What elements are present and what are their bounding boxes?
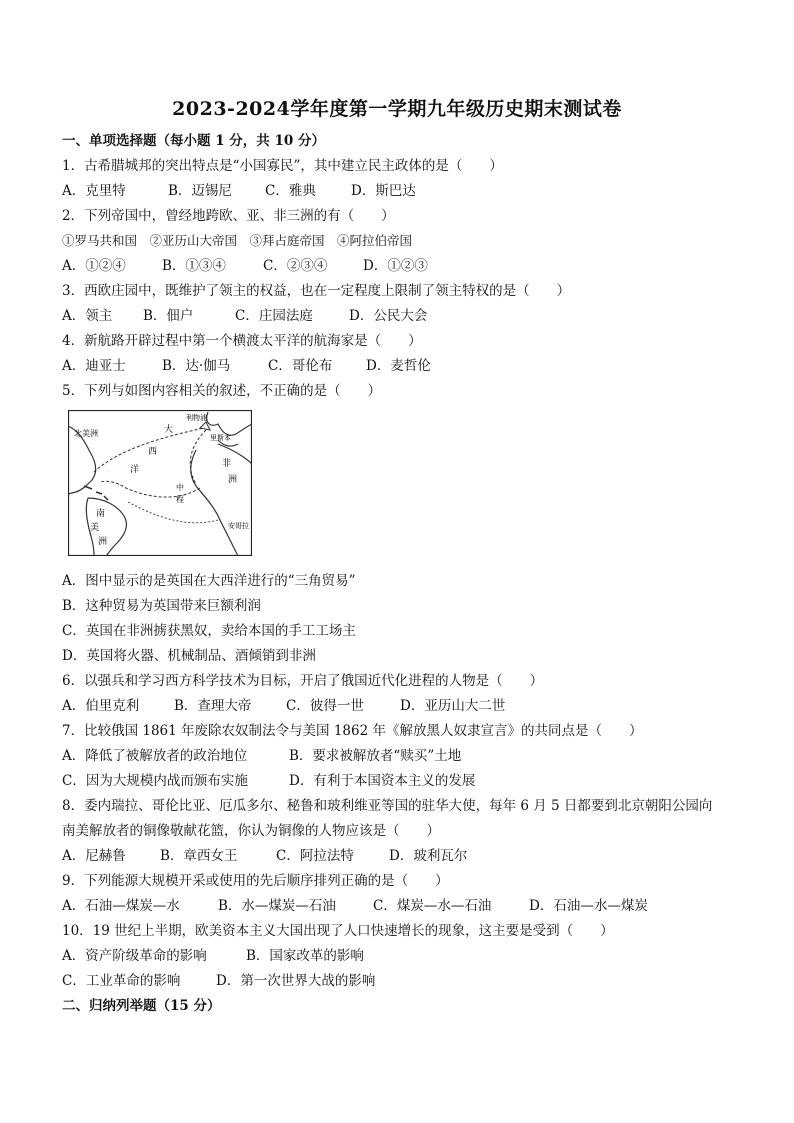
option-a[interactable]: A．迪亚士 <box>62 358 126 374</box>
question-3-options <box>62 307 427 325</box>
option-d[interactable]: D．第一次世界大战的影响 <box>216 973 376 989</box>
option-d[interactable]: D．石油—水—煤炭 <box>529 898 648 914</box>
question-5-option-b[interactable]: B．这种贸易为英国带来巨额利润 <box>62 598 261 614</box>
option-b[interactable]: B．①③④ <box>162 258 226 274</box>
question-4-options <box>62 357 431 375</box>
label-cheng: 程 <box>176 495 184 504</box>
option-d[interactable]: D．公民大会 <box>349 308 428 324</box>
label-angola: 安哥拉 <box>228 522 249 530</box>
option-b[interactable]: B．国家改革的影响 <box>246 948 364 964</box>
option-b[interactable]: B．查理大帝 <box>174 698 252 714</box>
question-7-options-ab <box>62 747 461 765</box>
option-c[interactable]: C．庄园法庭 <box>235 308 313 324</box>
label-yang: 洋 <box>130 465 140 475</box>
option-b[interactable]: B．水—煤炭—石油 <box>218 898 336 914</box>
option-c[interactable]: C．雅典 <box>265 183 316 199</box>
question-8-stem-line2: 南美解放者的铜像敬献花篮，你认为铜像的人物应该是（ ） <box>62 823 440 839</box>
option-c[interactable]: C．因为大规模内战而颁布实施 <box>62 773 248 789</box>
option-a[interactable]: A．克里特 <box>62 183 126 199</box>
label-xi: 西 <box>148 447 158 457</box>
question-10-options-ab <box>62 947 364 965</box>
question-4-stem: 4．新航路开辟过程中第一个横渡太平洋的航海家是（ ） <box>62 333 422 349</box>
question-3-stem: 3．西欧庄园中，既维护了领主的权益，也在一定程度上限制了领主特权的是（ ） <box>62 283 571 299</box>
question-8-options <box>62 847 467 865</box>
question-5-option-a[interactable]: A．图中显示的是英国在大西洋进行的“三角贸易” <box>62 573 356 589</box>
question-2-options <box>62 257 428 275</box>
option-c[interactable]: C．彼得一世 <box>286 698 364 714</box>
option-c[interactable]: C．煤炭—水—石油 <box>373 898 492 914</box>
question-7-options-cd <box>62 772 475 790</box>
option-c[interactable]: C．哥伦布 <box>268 358 333 374</box>
label-fei: 非 <box>222 459 232 469</box>
question-6-stem: 6．以强兵和学习西方科学技术为目标，开启了俄国近代化进程的人物是（ ） <box>62 673 544 689</box>
option-c[interactable]: C．工业革命的影响 <box>62 973 181 989</box>
option-a[interactable]: A．伯里克利 <box>62 698 140 714</box>
question-6-options <box>62 697 505 715</box>
option-d[interactable]: D．①②③ <box>363 258 428 274</box>
label-liverpool: 利物浦 <box>186 414 207 422</box>
question-1-stem: 1．古希腊城邦的突出特点是“小国寡民”，其中建立民主政体的是（ ） <box>62 158 503 174</box>
label-lisbon: 里斯本 <box>210 434 231 442</box>
option-b[interactable]: B．要求被解放者“赎买”土地 <box>289 748 462 764</box>
option-b[interactable]: B．佃户 <box>143 308 194 324</box>
option-c[interactable]: C．阿拉法特 <box>276 848 354 864</box>
label-zhong: 中 <box>176 483 184 492</box>
question-2-items: ①罗马共和国 ②亚历山大帝国 ③拜占庭帝国 ④阿拉伯帝国 <box>62 233 413 248</box>
option-d[interactable]: D．有利于本国资本主义的发展 <box>289 773 476 789</box>
option-d[interactable]: D．玻利瓦尔 <box>389 848 468 864</box>
question-9-options <box>62 897 648 915</box>
option-b[interactable]: B．达·伽马 <box>162 358 231 374</box>
option-a[interactable]: A．降低了被解放者的政治地位 <box>62 748 248 764</box>
option-d[interactable]: D．亚历山大二世 <box>400 698 506 714</box>
question-9-stem: 9．下列能源大规模开采或使用的先后顺序排列正确的是（ ） <box>62 873 449 889</box>
option-a[interactable]: A．尼赫鲁 <box>62 848 126 864</box>
question-5-option-d[interactable]: D．英国将火器、机械制品、酒倾销到非洲 <box>62 648 316 664</box>
section-heading-1: 一、单项选择题（每小题 1 分，共 10 分） <box>62 133 325 149</box>
question-2-stem: 2．下列帝国中，曾经地跨欧、亚、非三洲的有（ ） <box>62 208 395 224</box>
question-7-stem: 7．比较俄国 1861 年废除农奴制法令与美国 1862 年《解放黑人奴隶宣言》的共同点是（ ） <box>62 723 643 739</box>
question-10-options-cd <box>62 972 375 990</box>
label-mei: 美 <box>90 523 100 533</box>
label-north-america: 北美洲 <box>74 429 98 438</box>
option-b[interactable]: B．迈锡尼 <box>168 183 232 199</box>
exam-title: 2023-2024学年度第一学期九年级历史期末测试卷 <box>172 98 622 120</box>
section-heading-2: 二、归纳列举题（15 分） <box>62 998 221 1014</box>
option-a[interactable]: A．石油—煤炭—水 <box>62 898 180 914</box>
option-a[interactable]: A．①②④ <box>62 258 126 274</box>
option-b[interactable]: B．章西女王 <box>160 848 238 864</box>
option-c[interactable]: C．②③④ <box>263 258 328 274</box>
label-da: 大 <box>164 425 174 435</box>
label-zhou-africa: 洲 <box>228 475 238 485</box>
question-8-stem-line1: 8．委内瑞拉、哥伦比亚、厄瓜多尔、秘鲁和玻利维亚等国的驻华大使，每年 6 月 5 日都要到北京朝阳公园向 <box>62 798 713 814</box>
question-5-option-c[interactable]: C．英国在非洲掳获黑奴，卖给本国的手工工场主 <box>62 623 356 639</box>
question-10-stem: 10．19 世纪上半期，欧美资本主义大国出现了人口快速增长的现象，这主要是受到（ ） <box>62 923 614 939</box>
option-a[interactable]: A．领主 <box>62 308 113 324</box>
label-nan: 南 <box>96 509 106 519</box>
option-d[interactable]: D．麦哲伦 <box>366 358 431 374</box>
option-d[interactable]: D．斯巴达 <box>351 183 416 199</box>
question-5-stem: 5．下列与如图内容相关的叙述，不正确的是（ ） <box>62 383 382 399</box>
triangle-trade-map <box>68 410 252 556</box>
label-zhou-sa: 洲 <box>98 537 108 547</box>
option-a[interactable]: A．资产阶级革命的影响 <box>62 948 207 964</box>
question-1-options <box>62 182 416 200</box>
